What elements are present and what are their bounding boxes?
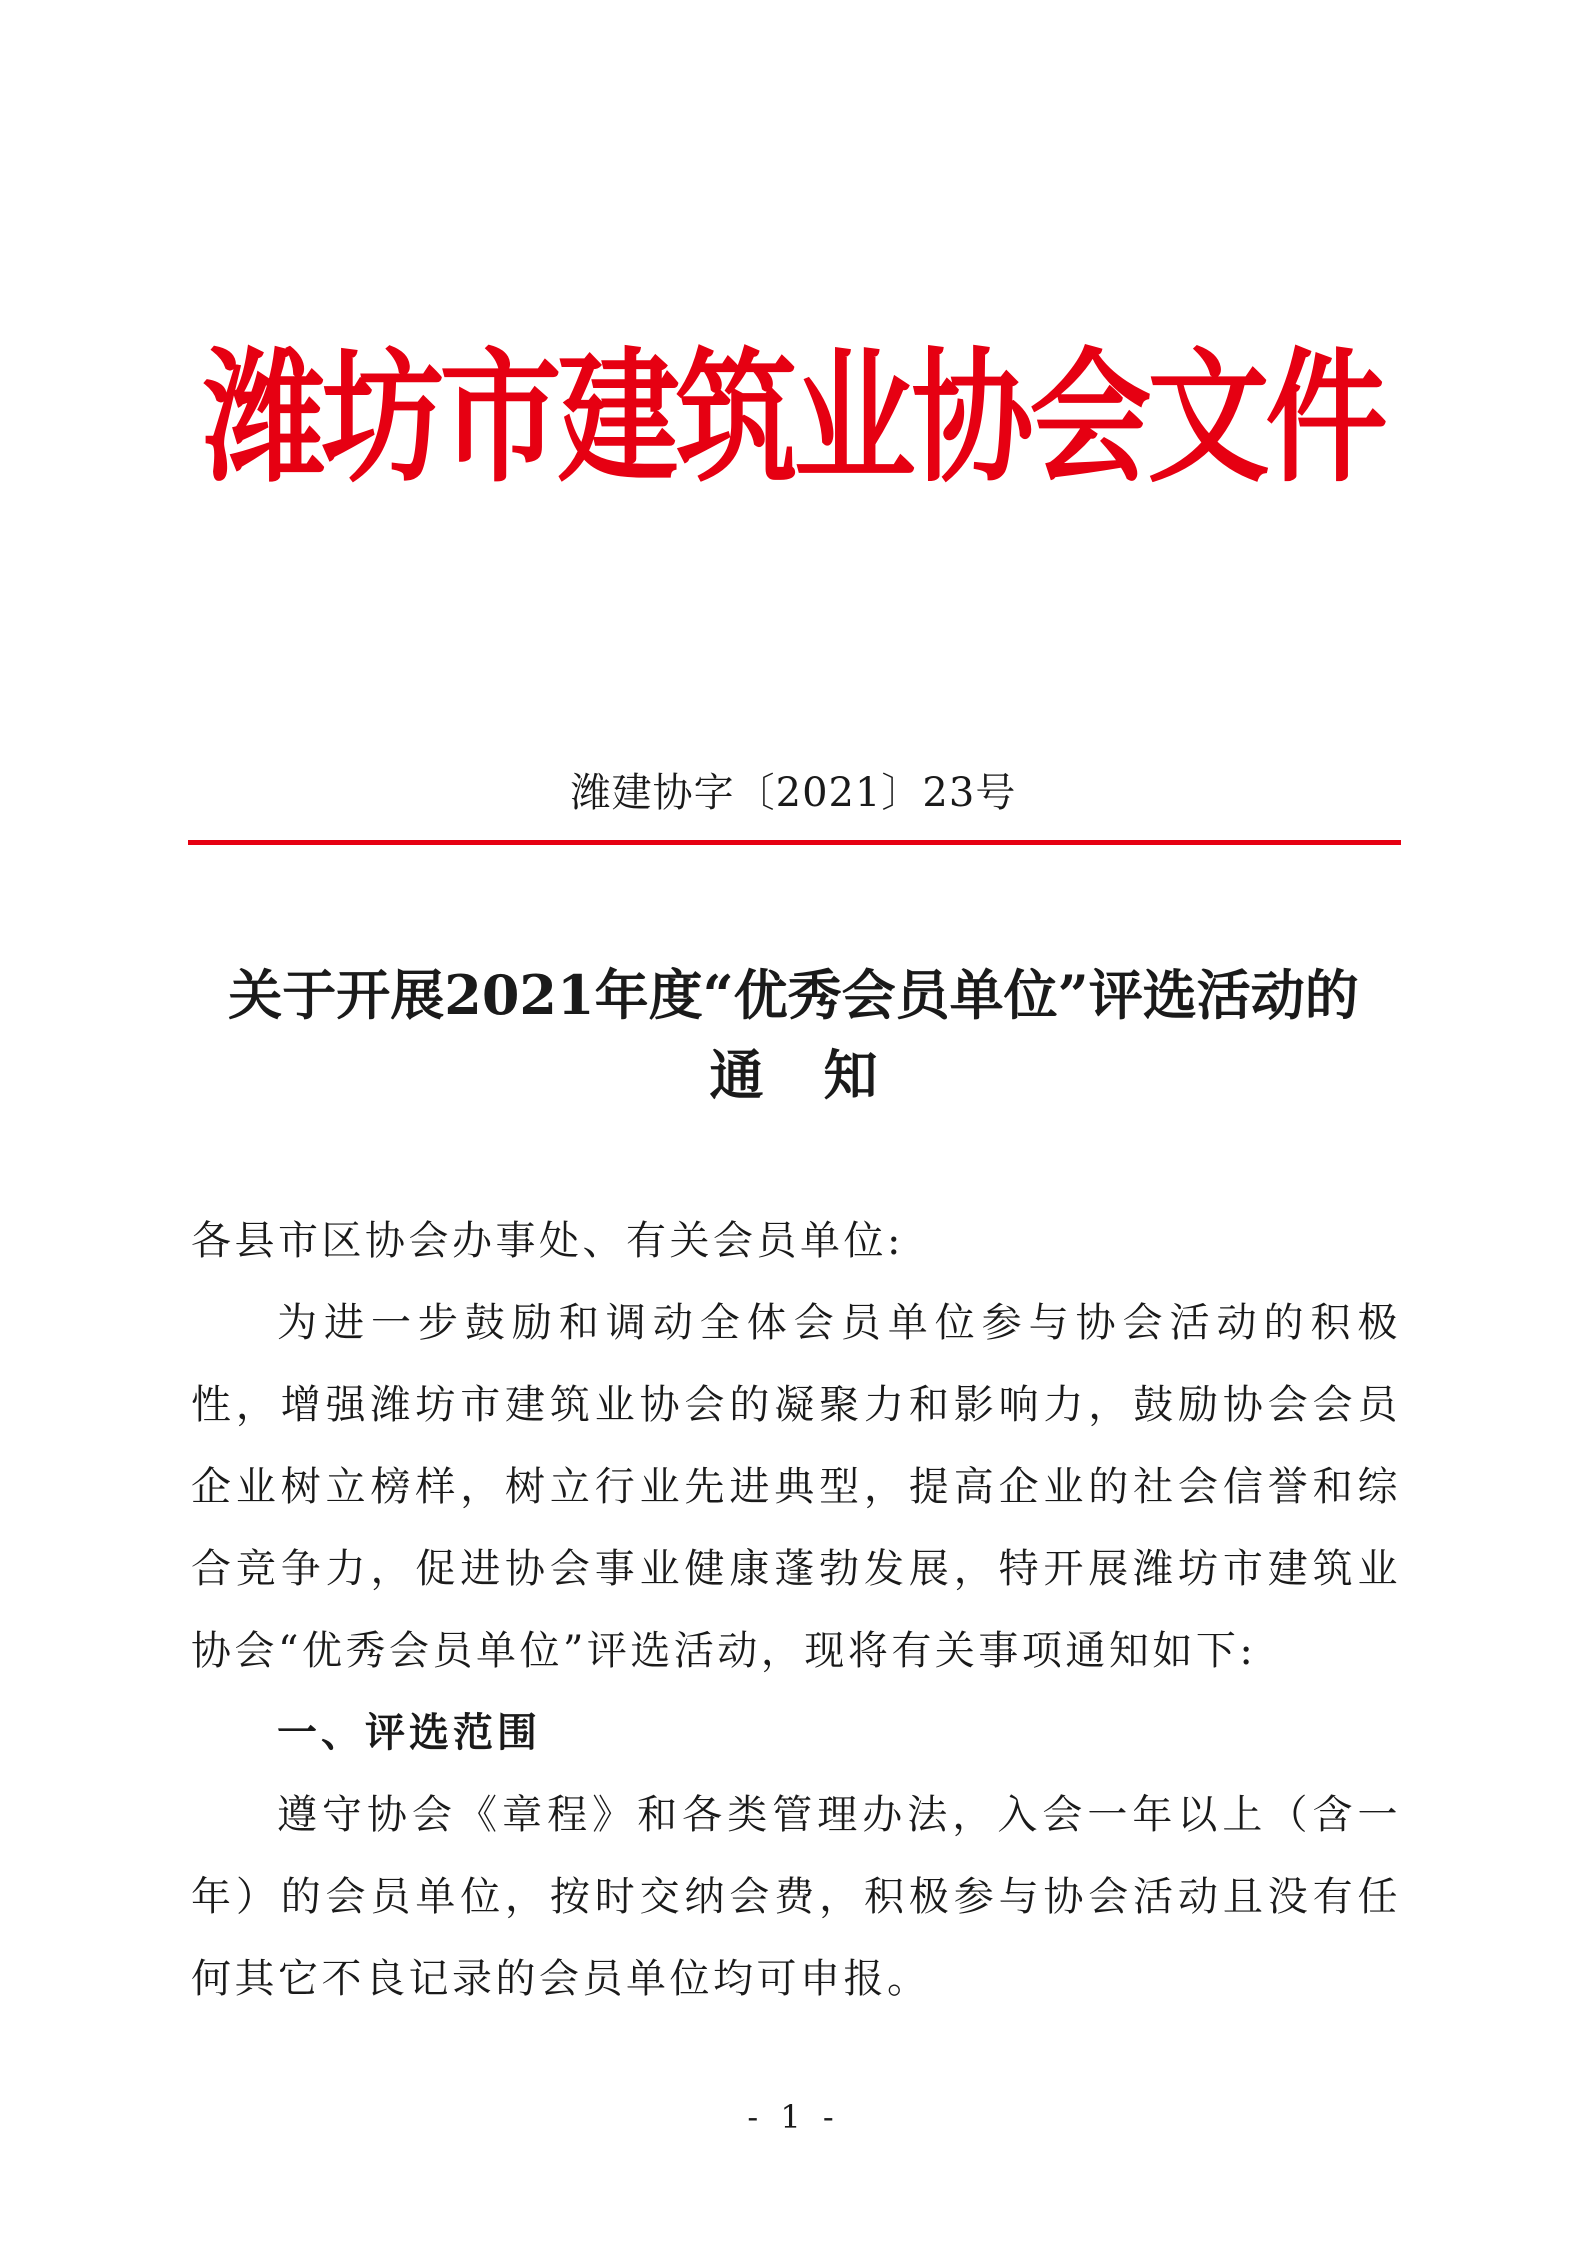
masthead-title: 潍坊市建筑业协会文件 xyxy=(203,334,1384,503)
notice-title-line2: 通知 xyxy=(709,1043,938,1107)
paragraph-scope: 遵守协会《章程》和各类管理办法，入会一年以上（含一年）的会员单位，按时交纳会费，积极参与协会活动且没有任何其它不良记录的会员单位均可申报。 xyxy=(191,1792,1401,2002)
document-number: 潍建协字〔2021〕23号 xyxy=(570,770,1017,816)
salutation: 各县市区协会办事处、有关会员单位: xyxy=(191,1218,904,1264)
notice-body xyxy=(191,1200,1401,2020)
paragraph-intro: 为进一步鼓励和调动全体会员单位参与协会活动的积极性，增强潍坊市建筑业协会的凝聚力和影响力，鼓励协会会员企业树立榜样，树立行业先进典型，提高企业的社会信誉和综合竞争力，促进协会事业健康蓬勃发展，特开展潍坊市建筑业协会“优秀会员单位”评选活动，现将有关事项通知如下: xyxy=(191,1300,1401,1674)
notice-title-line1: 关于开展2021年度“优秀会员单位”评选活动的 xyxy=(228,963,1359,1027)
red-separator-line xyxy=(188,840,1401,845)
notice-title xyxy=(180,955,1407,1115)
section-heading-scope: 一、评选范围 xyxy=(277,1710,541,1756)
page-number: - 1 - xyxy=(747,2098,840,2136)
